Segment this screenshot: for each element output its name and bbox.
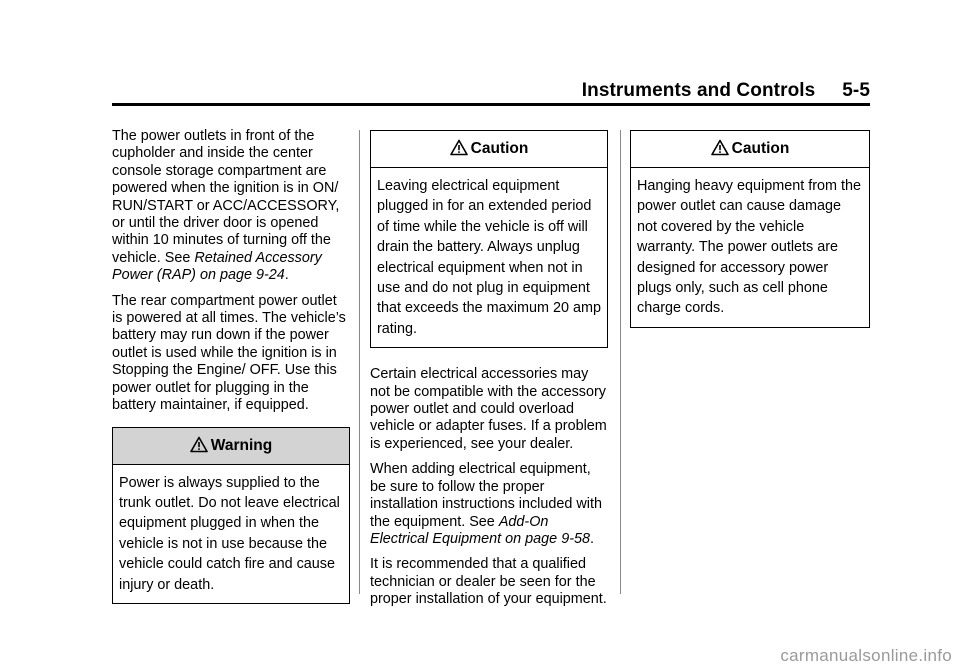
column-1 — [112, 128, 350, 604]
caution-title-1: Caution — [470, 140, 529, 157]
caution-body-2: Hanging heavy equipment from the power outlet can cause damage not covered by the vehicle warranty. The power outlets are designed for accessory power plugs only, such as cell phone charge cords. — [637, 178, 861, 317]
caution-title-2: Caution — [731, 140, 790, 157]
warning-box — [112, 427, 350, 604]
paragraph-power-outlets — [112, 128, 350, 285]
alert-triangle-icon — [711, 139, 729, 156]
header-title — [582, 80, 870, 102]
alert-triangle-icon — [450, 139, 468, 156]
caution-body-1: Leaving electrical equipment plugged in for an extended period of time while the vehicle is off will drain the battery. Always unplug electrical equipment when not in use and do not plug in equipment that exceeds the maximum 20 amp rating. — [377, 178, 601, 337]
column-3 — [630, 128, 870, 328]
warning-header — [113, 428, 349, 465]
page-number: 5-5 — [842, 80, 870, 101]
warning-title: Warning — [210, 436, 273, 454]
caution-header-2 — [631, 131, 869, 168]
column-2 — [370, 128, 608, 617]
paragraph-end: . — [284, 267, 289, 284]
paragraph-text: The power outlets in front of the cupholder and inside the center console storage compartment are powered when the ignition is in ON/ RUN/START or ACC/ACCESSORY, or until the driver door is opened within 10 minutes of turning off the vehicle. See — [112, 128, 340, 266]
caution-box-2 — [630, 130, 870, 328]
paragraph-recommendation: It is recommended that a qualified technician or dealer be seen for the proper installation of your equipment. — [370, 556, 607, 608]
paragraph-adding-equipment — [370, 461, 608, 548]
alert-triangle-icon — [190, 436, 208, 453]
column-divider-1 — [359, 130, 360, 594]
paragraph-end: . — [590, 530, 594, 547]
caution-box-1 — [370, 130, 608, 348]
column-divider-2 — [620, 130, 621, 594]
warning-body: Power is always supplied to the trunk outlet. Do not leave electrical equipment plugged in when the vehicle is not in use because the vehicle could catch fire and cause injury or death. — [119, 474, 340, 593]
cross-reference-link[interactable]: Retained Accessory Power (RAP) on page 9-24 — [112, 249, 322, 284]
cross-reference-link[interactable]: Add-On Electrical Equipment on page 9-58 — [370, 513, 590, 547]
paragraph-compatibility: Certain electrical accessories may not be compatible with the accessory power outlet and could overload vehicle or adapter fuses. If a problem is experienced, see your dealer. — [370, 366, 607, 452]
paragraph-text: When adding electrical equipment, be sure to follow the proper installation instructions included with the equipment. See — [370, 461, 602, 530]
watermark: carmanualsonline.info — [780, 646, 952, 665]
page-header — [112, 80, 870, 104]
paragraph-rear-outlet: The rear compartment power outlet is powered at all times. The vehicle’s battery may run down if the power outlet is used while the ignition is in Stopping the Engine/ OFF. Use this power outlet for plugging in the battery maintainer, if equipped. — [112, 292, 346, 414]
caution-header-1 — [371, 131, 607, 168]
section-title: Instruments and Controls — [581, 80, 816, 101]
header-rule — [112, 103, 870, 106]
